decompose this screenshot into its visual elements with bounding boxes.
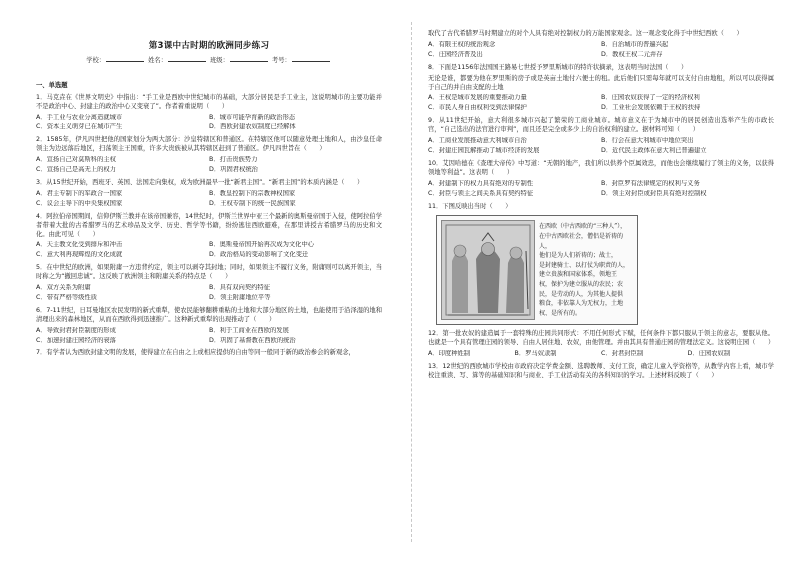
question-stem: 10．艾因哈德在《查理大帝传》中写道：“无朝的地产，我们所以供养个臣属效忠，而他也会继续履行了领主的义务，以获得领地等利益”。这表明（ ） [428, 159, 774, 176]
answer-option[interactable]: C．封君封臣制 [601, 350, 644, 358]
medieval-illustration [441, 220, 535, 320]
answer-option[interactable]: B．奥斯曼帝国开始再次成为文化中心 [209, 241, 315, 249]
left-column [36, 30, 382, 360]
answer-option[interactable]: C．带有严格等级性质 [36, 293, 98, 301]
right-question-list [428, 30, 774, 381]
answer-option[interactable]: A．导致封君封臣制度的形成 [36, 326, 116, 334]
answer-option[interactable]: D．工业社会发展依赖于王权的扶持 [601, 104, 701, 112]
answer-option[interactable]: D．庄园农奴制 [687, 350, 731, 358]
question-stem: 取代了古代希腊罗马时期建立的对个人具有绝对控制权力的万能国家观念。这一观念变化得于中世纪西欧（ ） [428, 30, 743, 37]
question-stem: 11．下图反映出当时（ ） [428, 202, 512, 210]
answer-option[interactable]: C．加速封建庄园经济的衰落 [36, 336, 116, 344]
answer-option[interactable]: A．双方关系为附庸 [36, 284, 91, 292]
answer-option[interactable]: C．庄园经济普及出 [428, 50, 483, 58]
class-blank[interactable] [230, 55, 268, 62]
answer-option[interactable]: A．宣扬自己对莫斯科的主权 [36, 156, 116, 164]
exam-no-blank[interactable] [292, 55, 330, 62]
name-blank[interactable] [168, 55, 206, 62]
question-stem: 7．有学者认为西欧封建文明的发展，使得建立在自由之上或相应提供的自由等同一般同于新的政治参会的新观念， [36, 349, 355, 357]
answer-option[interactable]: C．资本主义萌芽已在城市产生 [36, 123, 123, 131]
answer-option[interactable]: C．意大利再现辉煌的文化成就 [36, 251, 123, 259]
answer-option[interactable]: B．教皇控制下的宗教神权国家 [209, 189, 296, 197]
school-blank[interactable] [106, 55, 144, 62]
question-material: 无论是谁，都要为他在罗里斯的房子或是英亩土地付六便士的租。此后他们只需每年就可以支付自由地租，所以可以获得属于自己的并自由支配的土地 [428, 74, 774, 91]
exam-no-label: 考号： [271, 56, 291, 64]
answer-option[interactable]: A．印度种姓制 [428, 350, 471, 358]
answer-option[interactable]: D．王权专制下的统一民族国家 [209, 199, 296, 207]
caption-line: 在中古西欧社会，僧侣是祈祷的人， [539, 233, 624, 250]
answer-option[interactable]: B．行会在意大利城市中地位突出 [601, 137, 694, 145]
left-question-list [36, 94, 382, 359]
answer-option[interactable]: C．宣扬自己是高无上的权力 [36, 166, 116, 174]
answer-options [36, 156, 382, 175]
answer-options [36, 114, 382, 133]
question-stem: 5．在中世纪的欧洲，如果附庸一方违背约定，领主可以剥夺其封地；同时，如果领主不履行义务，附庸则可以离开领主，当时称之为“撤回忠诚”。这反映了欧洲领主和附庸关系的特点是（ ） [36, 264, 382, 281]
student-info-line [36, 55, 382, 66]
answer-option[interactable]: A．封建制下的权力具有绝对的专制性 [428, 179, 534, 187]
answer-option[interactable]: B．封臣罗有法律规定的权利与义务 [601, 179, 700, 187]
answer-option[interactable]: B．庄园农奴获得了一定的经济权利 [601, 94, 700, 102]
answer-option[interactable]: D．领主对封臣或封臣具有绝对控制权 [601, 189, 707, 197]
answer-option[interactable]: D．西欧封建农奴制度已经解体 [209, 123, 296, 131]
question-stem: 4．阿拉伯帝国期间，信仰伊斯兰教并在该帝国兼容，14世纪时，伊斯兰世界中亚三个最新的奥斯曼帝国于入侵，使阿拉伯学者带着大批的古希腊罗马的艺术珍品及文学、历史、哲学等书籍，纷纷逃往西欧避难，在那里讲授古希腊罗马的历史和文化。由此可见（ ） [36, 212, 382, 238]
question-stem: 12．第一批农奴的建造属于一套特殊的庄园共同形式：不用任何形式下赋，任何条件下都只服从于领主的意志，要服从他。也就是一个具有管理庄园的领导、自由人居住地、农奴，由他管理。并由其具有普通庄园的管理法定义。这说明庄园（ ） [428, 330, 775, 347]
question-stem: 1．马克垚在《世界文明史》中指出：“手工业是西欧中世纪城市的基础，大部分居民是手工业主，这说明城市的主要功能并不是政治中心、封建主的政治中心又变衰了”。作者着重说明（ ） [36, 93, 382, 110]
answer-options [36, 190, 382, 209]
answer-options [36, 241, 382, 260]
answer-option[interactable]: A．天主教文化受到排斥和冲击 [36, 241, 123, 249]
answer-options [36, 284, 382, 303]
answer-option[interactable]: B．城市可能孕育新的政治形态 [209, 113, 296, 121]
answer-options [428, 41, 774, 60]
name-label: 姓名： [148, 56, 167, 64]
answer-option[interactable]: B．自治城市的普遍兴起 [601, 40, 669, 48]
illustration-drawing [442, 221, 534, 319]
answer-option[interactable]: D．教权王权二元并存 [601, 50, 663, 58]
caption-line: 他们是为人们祈祷的；战士， [539, 252, 618, 260]
answer-option[interactable]: A．有限王权的统治观念 [428, 40, 496, 48]
answer-options [36, 327, 382, 346]
caption-line: 权，保护为建立服从的农民；农 [539, 280, 624, 288]
right-column [428, 30, 774, 383]
answer-option[interactable]: C．市民人身自由权利受到法律保护 [428, 104, 527, 112]
answer-option[interactable]: D．巩固君权统治 [209, 166, 258, 174]
answer-option[interactable]: D．政治格局的变动影响了文化变迁 [209, 251, 309, 259]
caption-line: 建立贵族和国家体系，领地王 [539, 271, 618, 279]
answer-option[interactable]: B．罗马奴隶制 [514, 350, 557, 358]
answer-option[interactable]: B．利于工商业在西欧的发展 [209, 326, 289, 334]
answer-option[interactable]: A．工商业发展推动意大利城市自治 [428, 137, 527, 145]
column-divider [411, 22, 412, 542]
answer-option[interactable]: B．打击贵族势力 [209, 156, 258, 164]
question-stem: 2．1585年，伊凡四世把他的国家划分为两大部分：沙皇特辖区和普通区。在特辖区他可以随意处理土地和人，由沙皇任命领主为边远落后地区，扫荡领主王国重，许多大贵族被从其特辖区赶到了普通区。伊凡四世旨在（ ） [36, 136, 382, 153]
answer-option[interactable]: A．手工业与农业分离造就城市 [36, 113, 123, 121]
answer-option[interactable]: C．封臣与领主之间关系具有契约特征 [428, 189, 534, 197]
class-label: 班级： [210, 56, 229, 64]
caption-line: 民，是劳动的人，为其他人提供 [539, 290, 624, 298]
caption-line: 在西欧（中古西欧的“三种人”）， [539, 223, 627, 231]
question-stem: 8．下面是1156年法国国王路易七世授予罗里斯城市的特许状摘录，这表明当时法国（ ） [428, 63, 688, 71]
answer-option[interactable]: B．具有双向契约特征 [209, 284, 270, 292]
caption-line: 是封建骑士、以打仗为职责的人， [539, 261, 630, 269]
answer-options [428, 180, 774, 199]
question-stem: 6．7-11世纪，日耳曼地区农民发明的新式重犁，使农民能够翻耕重粘的土地和大部分地区的土地，也能使用于沿泽湿的地和清理出来的森林地区，从而在西欧得到迅速推广。这种新式重犁的出现推动了（ ） [36, 306, 382, 323]
answer-option[interactable]: A．王权是城市发展的重要推动力量 [428, 94, 527, 102]
illustration-caption [539, 222, 633, 318]
answer-options [428, 94, 774, 113]
page-title: 第3课中古时期的欧洲同步练习 [148, 41, 270, 51]
answer-option[interactable]: D．领主附庸地位平等 [209, 293, 271, 301]
question-stem: 9．从11世纪开始，意大利很多城市兴起了繁荣的工商业城市。城市意义在于为城市中的居民创造出选举产生的市政长官，“自己选出的法官进行审判”，而且还是完全或多少上的自治权利的建立。据材料可知（ ） [428, 117, 774, 134]
question-stem: 13．12世纪的西欧城市学校由市政府决定学费金额、选聘教师、支付工资，确定儿童入学资格等，从教学内容上看，城市学校注重读、写、算等的基础知识和与商业、手工业活动有关的各科知识的学习。上述材料反映了（ ） [428, 363, 774, 380]
answer-option[interactable]: C．议会主导下的中央集权国家 [36, 199, 123, 207]
answer-option[interactable]: D．巩固了基督教在西欧的统治 [209, 336, 296, 344]
question-figure [436, 215, 638, 325]
section-heading: 一、单选题 [36, 81, 68, 89]
answer-option[interactable]: C．封建庄园瓦解推动了城市经济的发展 [428, 146, 540, 154]
school-label: 学校： [86, 56, 106, 64]
answer-option[interactable]: A．君主专制下的军政合一国家 [36, 189, 123, 197]
answer-option[interactable]: D．近代民主政体在意大利已普遍建立 [601, 146, 707, 154]
answer-options [428, 137, 774, 156]
answer-options [428, 350, 774, 359]
caption-line: 粮食，非依靠人为无权力，土地权、是所有的。 [539, 300, 624, 317]
question-stem: 3．从15世纪开始，西班牙、英国、法国走向集权，成为欧洲最早一批“新君主国”。“新君主国”的本质内涵是（ ） [36, 178, 364, 186]
